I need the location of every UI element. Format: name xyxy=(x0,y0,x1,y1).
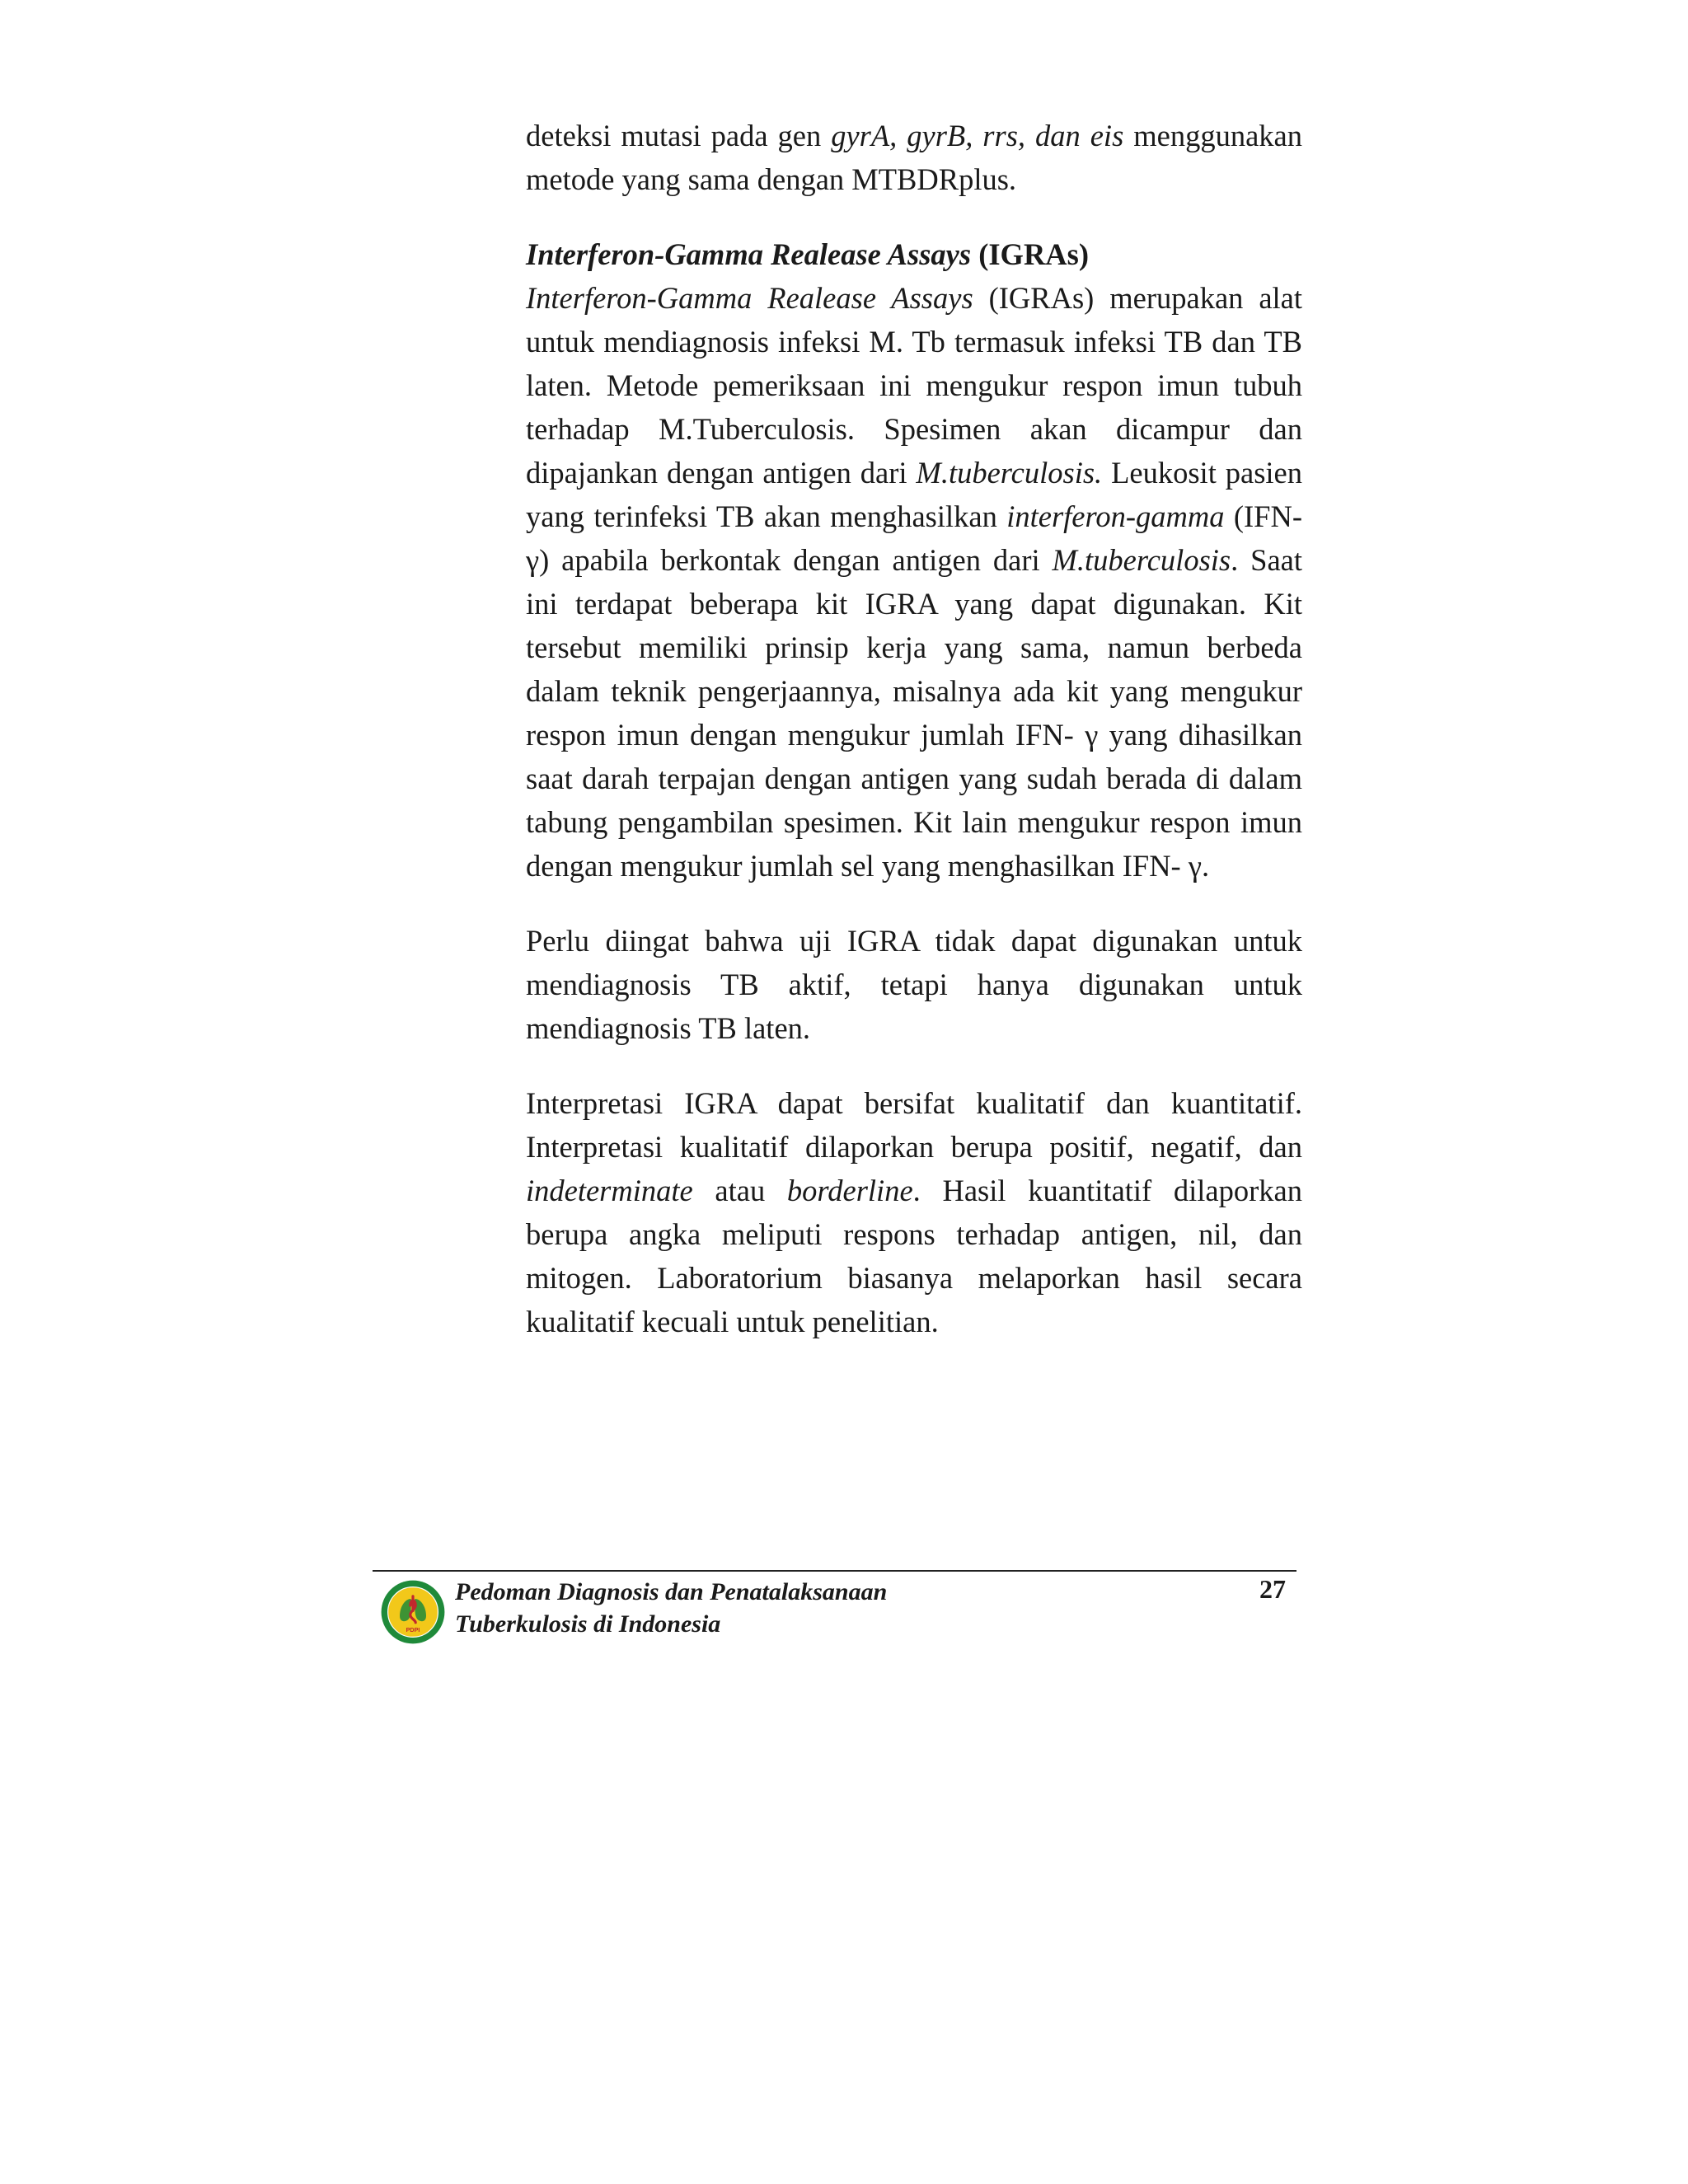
italic-text-run: Interferon-Gamma Realease Assays xyxy=(526,237,972,271)
text-run: (IFN-γ) apabila berkontak dengan antigen dari xyxy=(526,499,1302,577)
italic-text-run: M.tuberculosis. xyxy=(916,456,1103,490)
text-run: . Saat ini terdapat beberapa kit IGRA yang dapat digunakan. Kit tersebut memiliki prinsip kerja yang sama, namun berbeda dalam teknik pengerjaannya, misalnya ada kit yang mengukur respon imun dengan mengukur jumlah IFN- γ yang dihasilkan saat darah terpajan dengan antigen yang sudah berada di dalam tabung pengambilan spesimen. Kit lain mengukur respon imun dengan mengukur jumlah sel yang menghasilkan IFN- γ. xyxy=(526,543,1302,883)
page-body xyxy=(526,114,1302,1343)
italic-text-run: M.tuberculosis xyxy=(1052,543,1231,577)
text-run: Leukosit pasien yang terinfeksi TB akan menghasilkan xyxy=(526,456,1302,533)
text-run: (IGRAs) merupakan alat untuk mendiagnosis infeksi M. Tb termasuk infeksi TB dan TB laten. Metode pemeriksaan ini mengukur respon imun tubuh terhadap M.Tuberculosis. Spesimen akan dicampur dan dipajankan dengan antigen dari xyxy=(526,281,1302,490)
page-number: 27 xyxy=(1259,1574,1286,1604)
text-run: menggunakan metode yang sama dengan MTBDRplus. xyxy=(526,119,1302,196)
italic-text-run: borderline xyxy=(786,1174,913,1207)
text-run: deteksi mutasi pada gen xyxy=(526,119,832,152)
italic-text-run: Interferon-Gamma Realease Assays xyxy=(526,281,973,315)
footer-title-line-2: Tuberkulosis di Indonesia xyxy=(455,1610,721,1638)
italic-text-run: gyrA, gyrB, rrs, dan eis xyxy=(831,119,1124,152)
paragraph-igra-limitation xyxy=(526,919,1302,1050)
footer-title-line-1: Pedoman Diagnosis dan Penatalaksanaan xyxy=(455,1578,888,1605)
text-run: Perlu diingat bahwa uji IGRA tidak dapat digunakan untuk mendiagnosis TB aktif, tetapi hanya digunakan untuk mendiagnosis TB laten. xyxy=(526,924,1302,1045)
paragraph-igra-description xyxy=(526,276,1302,888)
text-run: atau xyxy=(692,1174,787,1207)
paragraph-igra-interpretation xyxy=(526,1081,1302,1343)
italic-text-run: interferon-gamma xyxy=(1006,499,1225,533)
footer-divider xyxy=(373,1570,1296,1572)
lungs-emblem-icon xyxy=(380,1579,446,1645)
italic-text-run: indeterminate xyxy=(526,1174,693,1207)
paragraph-intro xyxy=(526,114,1302,201)
footer-title xyxy=(455,1576,887,1640)
section-heading-igras xyxy=(526,232,1302,276)
logo-text: PDPI xyxy=(406,1626,420,1633)
text-run: (IGRAs) xyxy=(971,237,1090,271)
text-run: Interpretasi IGRA dapat bersifat kualitatif dan kuantitatif. Interpretasi kualitatif dilaporkan berupa positif, negatif, dan xyxy=(526,1086,1302,1164)
text-run: . Hasil kuantitatif dilaporkan berupa angka meliputi respons terhadap antigen, nil, dan mitogen. Laboratorium biasanya melaporkan hasil secara kualitatif kecuali untuk penelitian. xyxy=(526,1174,1302,1338)
